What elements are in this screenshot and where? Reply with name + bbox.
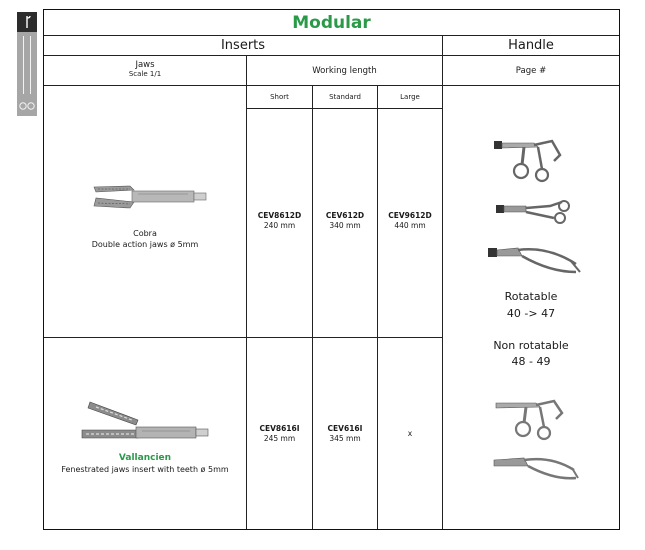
- handle-header: Handle: [508, 38, 554, 53]
- product-length: 345 mm: [329, 434, 361, 443]
- inserts-header: Inserts: [220, 38, 266, 53]
- section-tab-line: [30, 36, 31, 94]
- vallancien-name: Vallancien: [118, 453, 172, 463]
- product-code: CEV8612D: [257, 211, 302, 220]
- scissors-handle-icon: [17, 96, 37, 116]
- short-header: Short: [270, 93, 289, 101]
- standard-header: Standard: [329, 93, 361, 101]
- product-length: 340 mm: [329, 221, 361, 230]
- handle-image-3: [488, 242, 583, 282]
- product-code: CEV9612D: [388, 211, 432, 220]
- jaws-header: [44, 56, 246, 85]
- vallancien-large-cell: x: [407, 429, 413, 438]
- cobra-description: Double action jaws ø 5mm: [91, 240, 199, 249]
- large-header: Large: [400, 93, 420, 101]
- cobra-standard-cell: [313, 211, 377, 231]
- table-title: Modular: [292, 12, 371, 33]
- page-header: Page #: [515, 65, 547, 76]
- product-code: CEV8616I: [259, 424, 300, 433]
- cobra-large-cell: [378, 211, 442, 231]
- product-length: 245 mm: [263, 434, 296, 443]
- catalog-table: [43, 9, 620, 530]
- product-code: CEV612D: [325, 211, 365, 220]
- handle-image-5: [494, 452, 584, 486]
- vallancien-instrument-image: [80, 400, 210, 446]
- cobra-instrument-image: [90, 184, 210, 214]
- rotatable-label: Rotatable: [504, 290, 558, 303]
- non-rotatable-label: Non rotatable: [493, 339, 569, 352]
- cobra-short-cell: [247, 211, 312, 231]
- handle-image-4: [496, 391, 576, 441]
- working-length-header: Working length: [312, 65, 377, 76]
- section-tab: [17, 12, 37, 116]
- jaws-label: Jaws: [135, 60, 155, 70]
- instrument-tip-icon: [17, 12, 37, 32]
- product-length: 240 mm: [263, 221, 296, 230]
- non-rotatable-pages: 48 - 49: [511, 355, 551, 368]
- section-tab-line: [23, 36, 24, 94]
- handle-image-1: [494, 131, 574, 183]
- section-tab-dark-block: [17, 12, 37, 32]
- jaws-scale: Scale 1/1: [128, 70, 162, 78]
- cobra-name: Cobra: [133, 229, 157, 238]
- vallancien-short-cell: [247, 424, 312, 444]
- rotatable-pages: 40 -> 47: [506, 307, 556, 320]
- product-length: 440 mm: [394, 221, 426, 230]
- vallancien-standard-cell: [313, 424, 377, 444]
- vallancien-description: Fenestrated jaws insert with teeth ø 5mm: [61, 465, 229, 474]
- product-code: CEV616I: [327, 424, 363, 433]
- handle-image-2: [496, 196, 576, 226]
